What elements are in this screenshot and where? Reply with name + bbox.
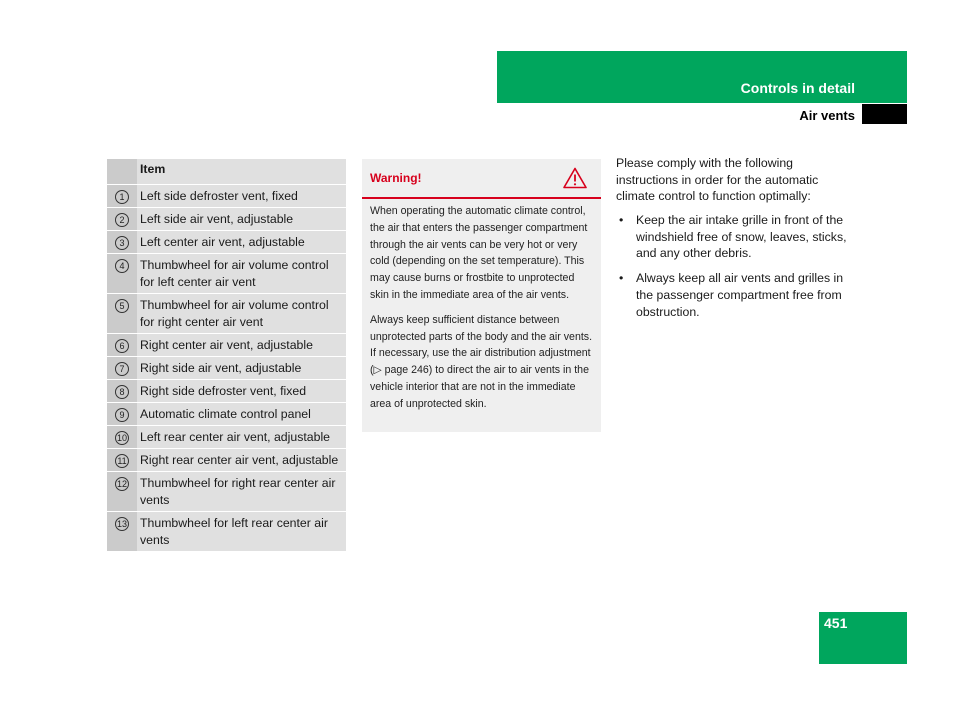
item-number-badge: 6: [115, 339, 129, 353]
item-description: Right side air vent, adjustable: [137, 357, 346, 380]
item-number-cell: [107, 208, 137, 231]
item-description: Left center air vent, adjustable: [137, 231, 346, 254]
warning-paragraph-1: When operating the automatic climate control, the air that enters the passenger compartment through the air vents can be very hot or very cold (depending on the set temperature). This may cause burns or frostbite to unprotected skin in the immediate area of the air vents.: [370, 205, 588, 301]
bullet-icon: •: [619, 271, 624, 286]
item-number-cell: [107, 294, 137, 334]
item-description: Right center air vent, adjustable: [137, 334, 346, 357]
item-number-cell: [107, 334, 137, 357]
item-description: Thumbwheel for air volume control for right center air vent: [137, 294, 346, 334]
subsection-title: Air vents: [799, 108, 855, 123]
item-number-badge: 10: [116, 433, 127, 443]
item-number-badge: 2: [115, 213, 129, 227]
item-number-cell: [107, 512, 137, 552]
warning-triangle-icon: [563, 167, 587, 189]
table-row: [107, 294, 346, 334]
item-number-badge: 12: [116, 479, 127, 489]
table-header-row: [107, 159, 346, 185]
list-item: [616, 270, 856, 320]
list-item: [616, 212, 856, 262]
table-row: [107, 185, 346, 208]
item-number-badge: 7: [115, 362, 129, 376]
item-number-badge: 9: [115, 408, 129, 422]
item-number-cell: [107, 231, 137, 254]
list-item-text: Always keep all air vents and grilles in the passenger compartment free from obstruction.: [636, 271, 844, 319]
item-number-cell: [107, 449, 137, 472]
item-number-cell: [107, 380, 137, 403]
item-number-badge: 1: [115, 190, 129, 204]
warning-title: Warning!: [370, 171, 422, 185]
table-row: [107, 334, 346, 357]
warning-box: [362, 159, 601, 432]
subsection-marker: [862, 104, 907, 124]
item-description: Thumbwheel for right rear center air vents: [137, 472, 346, 512]
item-number-cell: [107, 426, 137, 449]
list-item-text: Keep the air intake grille in front of the windshield free of snow, leaves, sticks, and any other debris.: [636, 213, 847, 261]
instructions-list: [616, 212, 856, 328]
table-row: [107, 449, 346, 472]
table-header-num: [107, 159, 137, 185]
table-row: [107, 426, 346, 449]
instructions-intro: Please comply with the following instructions in order for the automatic climate control to function optimally:: [616, 156, 819, 204]
item-description: Left side defroster vent, fixed: [137, 185, 346, 208]
item-description: Right rear center air vent, adjustable: [137, 449, 346, 472]
table-row: [107, 403, 346, 426]
table-row: [107, 208, 346, 231]
item-number-badge: 11: [115, 454, 129, 468]
item-description: Left side air vent, adjustable: [137, 208, 346, 231]
item-number-cell: [107, 403, 137, 426]
item-description: Thumbwheel for air volume control for left center air vent: [137, 254, 346, 294]
table-row: [107, 512, 346, 552]
item-number-badge: 5: [115, 299, 129, 313]
table-row: [107, 472, 346, 512]
bullet-icon: •: [619, 213, 624, 227]
item-number-badge: 4: [115, 259, 129, 273]
item-number-badge: 8: [115, 385, 129, 399]
table-row: [107, 231, 346, 254]
item-description: Right side defroster vent, fixed: [137, 380, 346, 403]
item-number-badge: 3: [115, 236, 129, 250]
item-number-cell: [107, 185, 137, 208]
item-table: [107, 159, 346, 551]
table-row: [107, 357, 346, 380]
item-description: Thumbwheel for left rear center air vents: [137, 512, 346, 552]
table-body: [107, 185, 346, 552]
item-number-cell: [107, 472, 137, 512]
warning-paragraph-2: Always keep sufficient distance between unprotected parts of the body and the air vents. If necessary, use the air distribution adjustment (▷ page 246) to direct the air to air vents in the vehicle interior that are not in the immediate area of unprotected skin.: [370, 313, 593, 410]
item-description: Automatic climate control panel: [137, 403, 346, 426]
table-header-item: Item: [137, 159, 346, 185]
item-number-cell: [107, 357, 137, 380]
section-title: Controls in detail: [740, 80, 855, 96]
item-number-cell: [107, 254, 137, 294]
table-row: [107, 380, 346, 403]
table-row: [107, 254, 346, 294]
item-description: Left rear center air vent, adjustable: [137, 426, 346, 449]
page-number: 451: [824, 615, 848, 631]
warning-header: [362, 159, 601, 199]
item-number-badge: 13: [116, 519, 127, 529]
